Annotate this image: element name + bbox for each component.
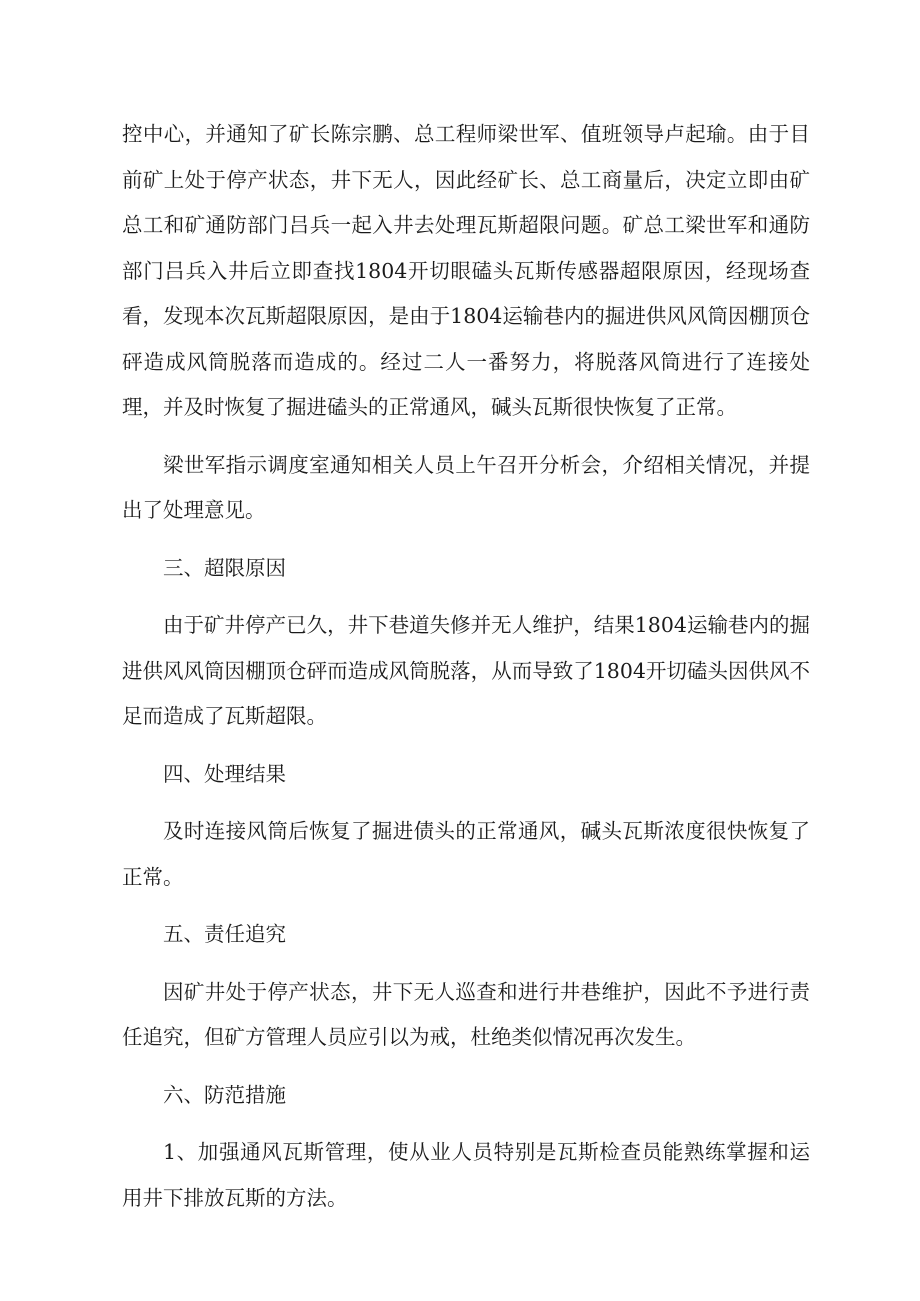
paragraph-accident-handling: 控中心，并通知了矿长陈宗鹏、总工程师梁世军、值班领导卢起瑜。由于目前矿上处于停产状态，井下无人，因此经矿长、总工商量后，决定立即由矿总工和矿通防部门吕兵一起入井去处理瓦斯超限问题。矿总工梁世军和通防部门吕兵入井后立即查找1804开切眼磕头瓦斯传感器超限原因，经现场查看，发现本次瓦斯超限原因，是由于1804运输巷内的掘进供风风筒因棚顶仓砰造成风筒脱落而造成的。经过二人一番努力，将脱落风筒进行了连接处理，并及时恢复了掘进磕头的正常通风，碱头瓦斯很快恢复了正常。 <box>122 122 810 419</box>
document-page <box>122 112 810 1221</box>
heading-prevention: 六、防范措施 <box>163 1082 286 1107</box>
paragraph-cause: 由于矿井停产已久，井下巷道失修并无人维护，结果1804运输巷内的掘进供风风筒因棚顶仓砰而造成风筒脱落，从而导致了1804开切磕头因供风不足而造成了瓦斯超限。 <box>122 613 810 728</box>
paragraph-prevention-1: 1、加强通风瓦斯管理，使从业人员特别是瓦斯检查员能熟练掌握和运用井下排放瓦斯的方法。 <box>122 1140 810 1210</box>
heading-responsibility: 五、责任追究 <box>163 922 286 946</box>
heading-result: 四、处理结果 <box>163 761 286 786</box>
paragraph-analysis-meeting: 梁世军指示调度室通知相关人员上午召开分析会，介绍相关情况，并提出了处理意见。 <box>122 452 810 522</box>
paragraph-responsibility: 因矿井处于停产状态，井下无人巡查和进行井巷维护，因此不予进行责任追究，但矿方管理人员应引以为戒，杜绝类似情况再次发生。 <box>122 979 810 1049</box>
paragraph-result: 及时连接风筒后恢复了掘进债头的正常通风，碱头瓦斯浓度很快恢复了正常。 <box>122 819 810 889</box>
heading-cause: 三、超限原因 <box>163 555 286 580</box>
